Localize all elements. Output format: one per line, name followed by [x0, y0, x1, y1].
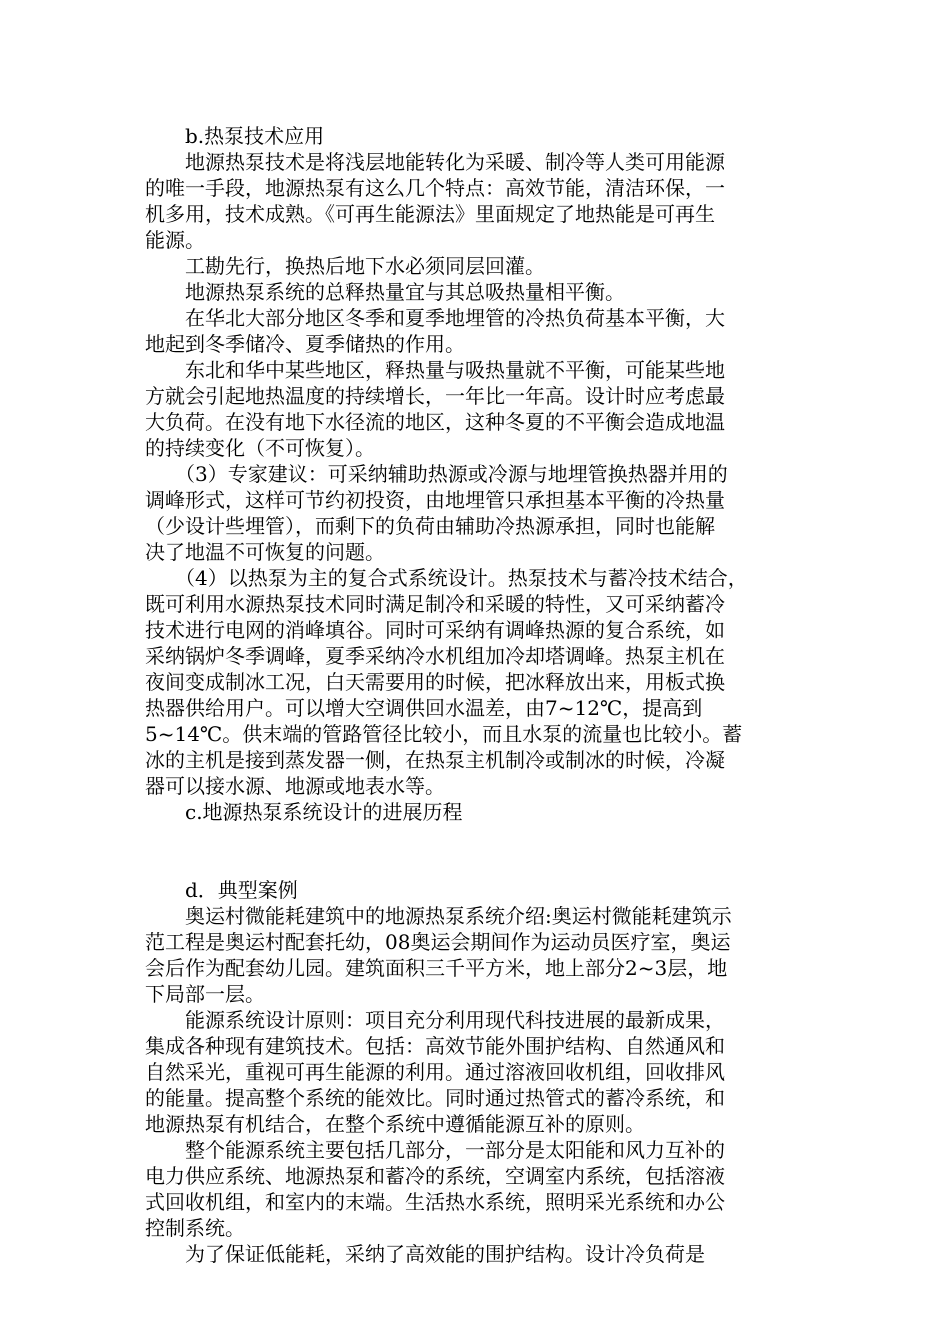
text-line: 热器供给用户。可以增大空调供回水温差，由7~12℃，提高到 [145, 696, 703, 720]
text-line: 的能量。提高整个系统的能效比。同时通过热管式的蓄冷系统，和 [145, 1086, 725, 1110]
text-line: 自然采光，重视可再生能源的利用。通过溶液回收机组，回收排风 [145, 1060, 725, 1084]
text-line: 既可利用水源热泵技术同时满足制冷和采暖的特性，又可采纳蓄冷 [145, 592, 725, 616]
text-line: 地源热泵技术是将浅层地能转化为采暖、制冷等人类可用能源 [145, 150, 725, 174]
text-line: b.热泵技术应用 [145, 124, 325, 148]
text-line: 机多用，技术成熟。《可再生能源法》里面规定了地热能是可再生 [145, 202, 715, 226]
text-line: （3）专家建议：可采纳辅助热源或冷源与地埋管换热器并用的 [145, 462, 728, 486]
text-line: 奥运村微能耗建筑中的地源热泵系统介绍:奥运村微能耗建筑示 [145, 904, 732, 928]
text-line: 地源热泵有机结合，在整个系统中遵循能源互补的原则。 [145, 1112, 645, 1136]
text-line: 能源系统设计原则：项目充分利用现代科技进展的最新成果， [145, 1008, 725, 1032]
text-line: 的唯一手段，地源热泵有这么几个特点：高效节能，清洁环保，一 [145, 176, 725, 200]
text-line: 能源。 [145, 228, 205, 252]
text-line: 工勘先行，换热后地下水必须同层回灌。 [145, 254, 545, 278]
text-line: 采纳锅炉冬季调峰，夏季采纳冷水机组加冷却塔调峰。热泵主机在 [145, 644, 725, 668]
text-line: （4）以热泵为主的复合式系统设计。热泵技术与蓄冷技术结合， [145, 566, 748, 590]
text-line: 下局部一层。 [145, 982, 265, 1006]
text-line: 会后作为配套幼儿园。建筑面积三千平方米，地上部分2~3层，地 [145, 956, 728, 980]
text-line: 器可以接水源、地源或地表水等。 [145, 774, 445, 798]
text-line: 控制系统。 [145, 1216, 245, 1240]
text-line: 地起到冬季储冷、夏季储热的作用。 [145, 332, 465, 356]
text-line: c.地源热泵系统设计的进展历程 [145, 800, 463, 824]
text-line: 范工程是奥运村配套托幼，08奥运会期间作为运动员医疗室，奥运 [145, 930, 731, 954]
text-line: 的持续变化（不可恢复）。 [145, 436, 375, 460]
text-line: 地源热泵系统的总释热量宜与其总吸热量相平衡。 [145, 280, 625, 304]
text-line: 技术进行电网的消峰填谷。同时可采纳有调峰热源的复合系统，如 [145, 618, 725, 642]
text-line: 电力供应系统、地源热泵和蓄冷的系统，空调室内系统，包括溶液 [145, 1164, 725, 1188]
text-line: 夜间变成制冰工况，白天需要用的时候，把冰释放出来，用板式换 [145, 670, 725, 694]
text-line: 式回收机组，和室内的末端。生活热水系统，照明采光系统和办公 [145, 1190, 725, 1214]
text-line: 决了地温不可恢复的问题。 [145, 540, 385, 564]
text-line: 东北和华中某些地区，释热量与吸热量就不平衡，可能某些地 [145, 358, 725, 382]
text-line: d．典型案例 [145, 878, 298, 902]
text-line: 5~14℃。供末端的管路管径比较小，而且水泵的流量也比较小。蓄 [145, 722, 743, 746]
text-line: 方就会引起地热温度的持续增长，一年比一年高。设计时应考虑最 [145, 384, 725, 408]
text-line: 集成各种现有建筑技术。包括：高效节能外围护结构、自然通风和 [145, 1034, 725, 1058]
text-line: 调峰形式，这样可节约初投资，由地埋管只承担基本平衡的冷热量 [145, 488, 725, 512]
text-line: 大负荷。在没有地下水径流的地区，这种冬夏的不平衡会造成地温 [145, 410, 725, 434]
text-line: 为了保证低能耗，采纳了高效能的围护结构。设计冷负荷是 [145, 1242, 705, 1266]
text-line: 整个能源系统主要包括几部分，一部分是太阳能和风力互补的 [145, 1138, 725, 1162]
text-line: 冰的主机是接到蒸发器一侧，在热泵主机制冷或制冰的时候，冷凝 [145, 748, 725, 772]
text-line: （少设计些埋管），而剩下的负荷由辅助冷热源承担，同时也能解 [145, 514, 715, 538]
text-line: 在华北大部分地区冬季和夏季地埋管的冷热负荷基本平衡，大 [145, 306, 725, 330]
